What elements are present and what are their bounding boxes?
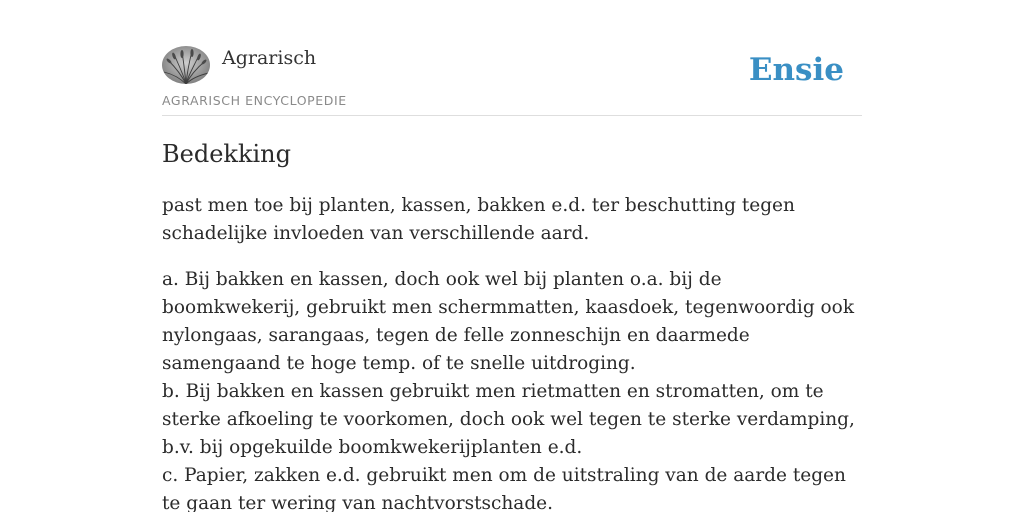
- book-subtitle: AGRARISCH ENCYCLOPEDIE: [162, 93, 347, 108]
- definition-item-a: a. Bij bakken en kassen, doch ook wel bij planten o.a. bij de boomkwekerij, gebruikt men schermmatten, kaasdoek, tegenwoordig ook nylongaas, sarangaas, tegen de felle zonneschijn en daarmede samengaand te hoge temp. of te snelle uitdroging.: [162, 269, 855, 374]
- entry-definitions: [162, 266, 862, 512]
- definition-item-c: c. Papier, zakken e.d. gebruikt men om de uitstraling van de aarde tegen te gaan ter wering van nachtvorstschade.: [162, 465, 846, 512]
- wheat-thumbnail-icon[interactable]: [162, 46, 210, 84]
- book-title-link[interactable]: Agrarisch: [222, 47, 317, 69]
- page-header: [162, 46, 862, 116]
- entry-intro: past men toe bij planten, kassen, bakken e.d. ter beschutting tegen schadelijke invloeden van verschillende aard.: [162, 195, 795, 244]
- entry-title: Bedekking: [162, 140, 291, 168]
- brand-logo[interactable]: Ensie: [748, 52, 844, 88]
- entry-content: [162, 138, 862, 512]
- definition-item-b: b. Bij bakken en kassen gebruikt men rietmatten en stromatten, om te sterke afkoeling te voorkomen, doch ook wel tegen te sterke verdamping, b.v. bij opgekuilde boomkwekerijplanten e.d.: [162, 381, 855, 458]
